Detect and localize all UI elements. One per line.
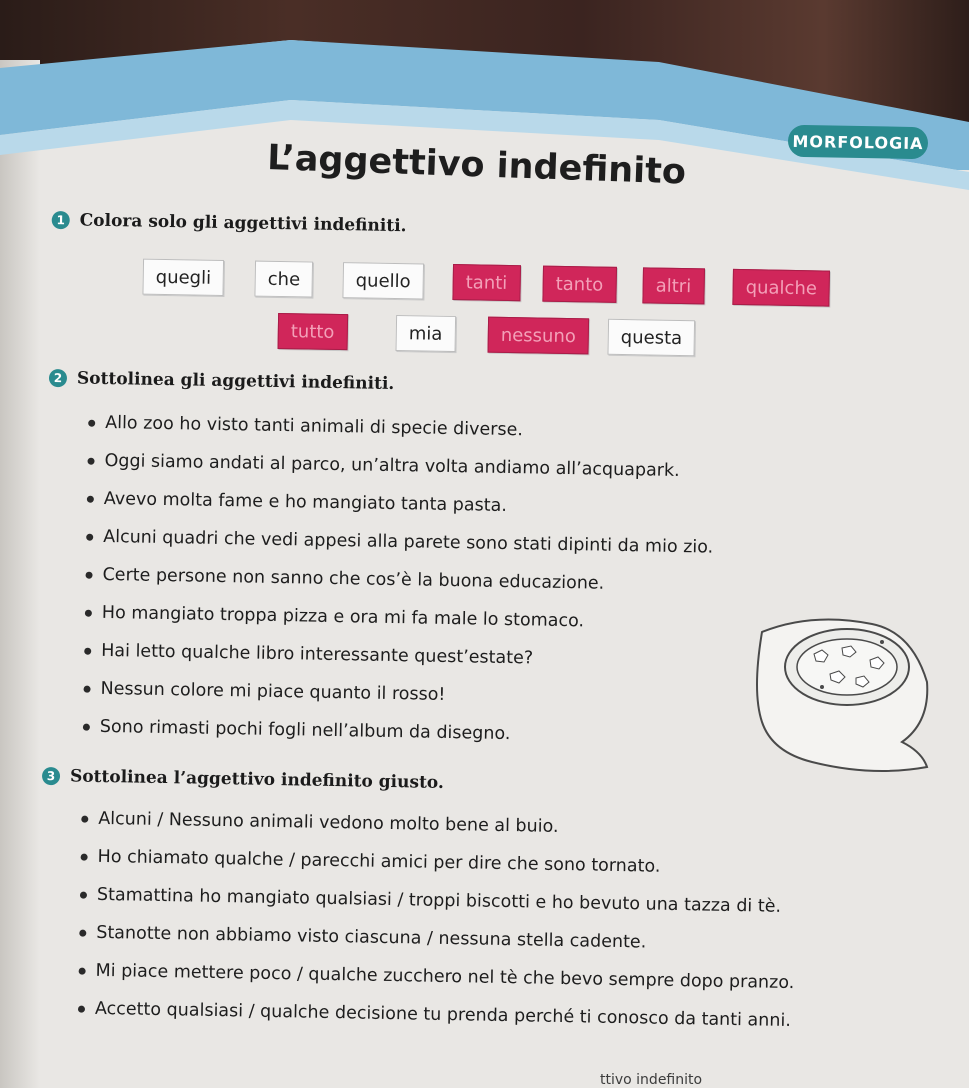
bullet-icon: [78, 1005, 85, 1012]
exercise-3-instruction: Sottolinea l’aggettivo indefinito giusto.: [69, 766, 445, 793]
bullet-icon: [83, 723, 90, 730]
bullet-icon: [88, 419, 95, 426]
bullet-icon: [81, 853, 88, 860]
word-box[interactable]: quello: [342, 262, 424, 299]
bullet-icon: [86, 533, 93, 540]
word-box[interactable]: altri: [642, 267, 704, 304]
bullet-icon: [85, 609, 92, 616]
exercise-2-number: 2: [49, 369, 67, 387]
sentence-text[interactable]: Nessun colore mi piace quanto il rosso!: [100, 678, 446, 705]
sentence-text[interactable]: Accetto qualsiasi / qualche decisione tu prenda perché ti conosco da tanti anni.: [94, 998, 792, 1032]
bullet-icon: [87, 495, 94, 502]
sentence-text[interactable]: Ho mangiato troppa pizza e ora mi fa male lo stomaco.: [101, 602, 585, 632]
exercise-2-instruction: Sottolinea gli aggettivi indefiniti.: [76, 368, 395, 394]
exercise-3-sentences: [78, 800, 942, 1043]
word-box[interactable]: qualche: [732, 269, 830, 307]
bullet-icon: [84, 685, 91, 692]
sentence-text[interactable]: Alcuni quadri che vedi appesi alla parete sono stati dipinti da mio zio.: [103, 526, 714, 558]
sentence-text[interactable]: Alcuni / Nessuno animali vedono molto bene al buio.: [98, 808, 559, 837]
word-box[interactable]: quegli: [142, 259, 224, 296]
bullet-icon: [84, 647, 91, 654]
sentence-text[interactable]: Hai letto qualche libro interessante quest’estate?: [101, 640, 534, 669]
exercise-1-number: 1: [52, 211, 70, 229]
footer-text: ttivo indefinito: [600, 1072, 703, 1088]
word-box[interactable]: tutto: [278, 313, 348, 350]
word-box[interactable]: tanto: [542, 266, 616, 303]
sentence-text[interactable]: Mi piace mettere poco / qualche zucchero nel tè che bevo sempre dopo pranzo.: [95, 960, 795, 994]
word-box[interactable]: nessuno: [487, 317, 589, 355]
sentence-text[interactable]: Allo zoo ho visto tanti animali di specie diverse.: [105, 412, 524, 441]
page-title: L’aggettivo indefinito: [266, 138, 687, 193]
sentence-text[interactable]: Oggi siamo andati al parco, un’altra volta andiamo all’acquapark.: [104, 450, 680, 481]
sentence-text[interactable]: Avevo molta fame e ho mangiato tanta pasta.: [103, 488, 508, 516]
sentence-text[interactable]: Certe persone non sanno che cos’è la buona educazione.: [102, 564, 605, 594]
section-badge: MORFOLOGIA: [788, 125, 929, 159]
bullet-icon: [85, 571, 92, 578]
word-box[interactable]: che: [254, 261, 313, 298]
bullet-icon: [79, 967, 86, 974]
word-box[interactable]: questa: [607, 319, 695, 357]
word-box[interactable]: tanti: [452, 264, 520, 301]
sentence-text[interactable]: Stanotte non abbiamo visto ciascuna / nessuna stella cadente.: [96, 922, 647, 953]
bullet-icon: [87, 457, 94, 464]
sentence-text[interactable]: Stamattina ho mangiato qualsiasi / troppi biscotti e ho bevuto una tazza di tè.: [96, 884, 782, 917]
sentence-text[interactable]: Sono rimasti pochi fogli nell’album da disegno.: [99, 716, 511, 745]
sentence-text[interactable]: Ho chiamato qualche / parecchi amici per dire che sono tornato.: [97, 846, 661, 877]
exercise-3-number: 3: [42, 767, 60, 785]
pizza-illustration: [752, 612, 932, 782]
bullet-icon: [80, 891, 87, 898]
exercise-1-instruction: Colora solo gli aggettivi indefiniti.: [79, 210, 407, 237]
bullet-icon: [79, 929, 86, 936]
bullet-icon: [81, 815, 88, 822]
page-gutter-shadow: [0, 60, 40, 1088]
word-box[interactable]: mia: [396, 315, 456, 352]
